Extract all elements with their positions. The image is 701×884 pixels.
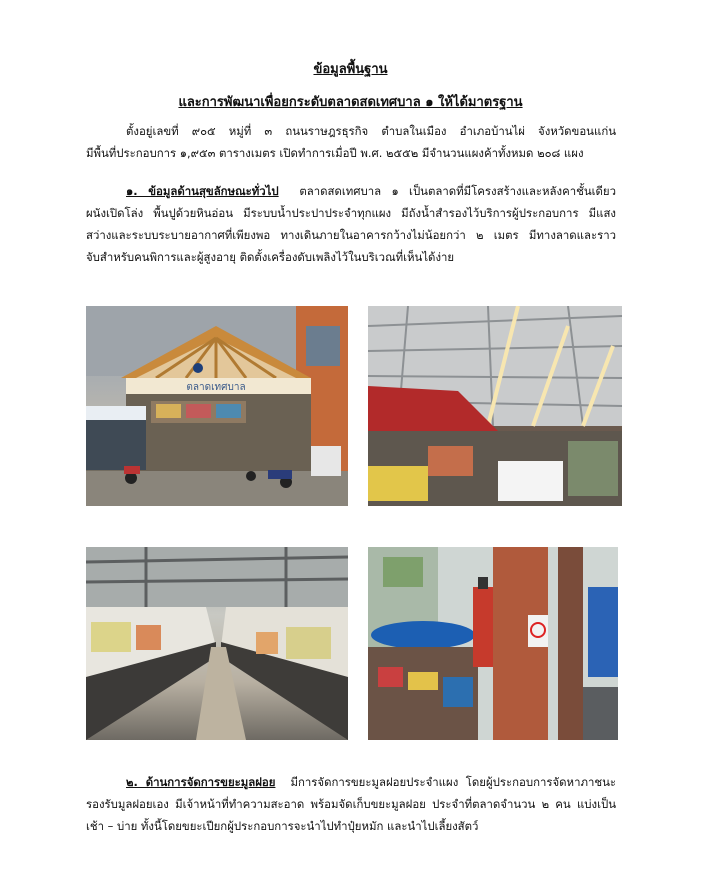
section1-line: สว่างและระบบระบายอากาศที่เพียงพอ ทางเดินภายในอาคารกว้างไม่น้อยกว่า ๒ เมตร มีทางลาดและราว	[86, 228, 616, 242]
section2-line: รองรับมูลฝอยเอง มีเจ้าหน้าที่ทำความสะอาด พร้อมจัดเก็บขยะมูลฝอย ประจำที่ตลาดจำนวน ๒ คน แบ่งเป็น	[86, 797, 616, 811]
market-interior-roof-photo	[368, 306, 622, 506]
fire-extinguisher-photo	[368, 547, 618, 740]
document-title: ข้อมูลพื้นฐาน	[313, 62, 388, 77]
market-corridor-photo	[86, 547, 348, 740]
market-entrance-photo	[86, 306, 348, 506]
market-sign-text: ตลาดเทศบาล	[186, 382, 246, 393]
section1-paragraph	[86, 180, 616, 268]
section1-line: จับสำหรับคนพิการและผู้สูงอายุ ติดตั้งเครื่องดับเพลิงไว้ในบริเวณที่เห็นได้ง่าย	[86, 250, 455, 264]
section2-first-line	[86, 771, 616, 793]
intro-paragraph	[86, 120, 616, 164]
section1-line: ตลาดสดเทศบาล ๑ เป็นตลาดที่มีโครงสร้างและหลังคาชั้นเดียว	[299, 184, 616, 198]
document-subtitle: และการพัฒนาเพื่อยกระดับตลาดสดเทศบาล ๑ ให้ได้มาตรฐาน	[178, 95, 523, 110]
section2-paragraph	[86, 771, 616, 837]
section2-line: มีการจัดการขยะมูลฝอยประจำแผง โดยผู้ประกอบการจัดหาภาชนะ	[290, 775, 617, 789]
intro-line: ตั้งอยู่เลขที่ ๙๐๕ หมู่ที่ ๓ ถนนราษฎรธุรกิจ ตำบลในเมือง อำเภอบ้านไผ่ จังหวัดขอนแก่น	[126, 124, 616, 138]
section1-first-line	[86, 180, 616, 202]
intro-line: มีพื้นที่ประกอบการ ๑,๙๕๓ ตารางเมตร เปิดทำการเมื่อปี พ.ศ. ๒๕๕๒ มีจำนวนแผงค้าทั้งหมด ๒๐๘ แผง	[86, 146, 584, 160]
section2-heading: ๒. ด้านการจัดการขยะมูลฝอย	[126, 775, 276, 789]
section1-heading: ๑. ข้อมูลด้านสุขลักษณะทั่วไป	[126, 184, 279, 198]
section1-line: ผนังเปิดโล่ง พื้นปูด้วยหินอ่อน มีระบบน้ำประปาประจำทุกแผง มีถังน้ำสำรองไว้บริการผู้ประกอบการ มีแสง	[86, 206, 616, 220]
section2-line: เช้า – บ่าย ทั้งนี้โดยขยะเปียกผู้ประกอบการจะนำไปทำปุ๋ยหมัก และนำไปเลี้ยงสัตว์	[86, 819, 479, 833]
